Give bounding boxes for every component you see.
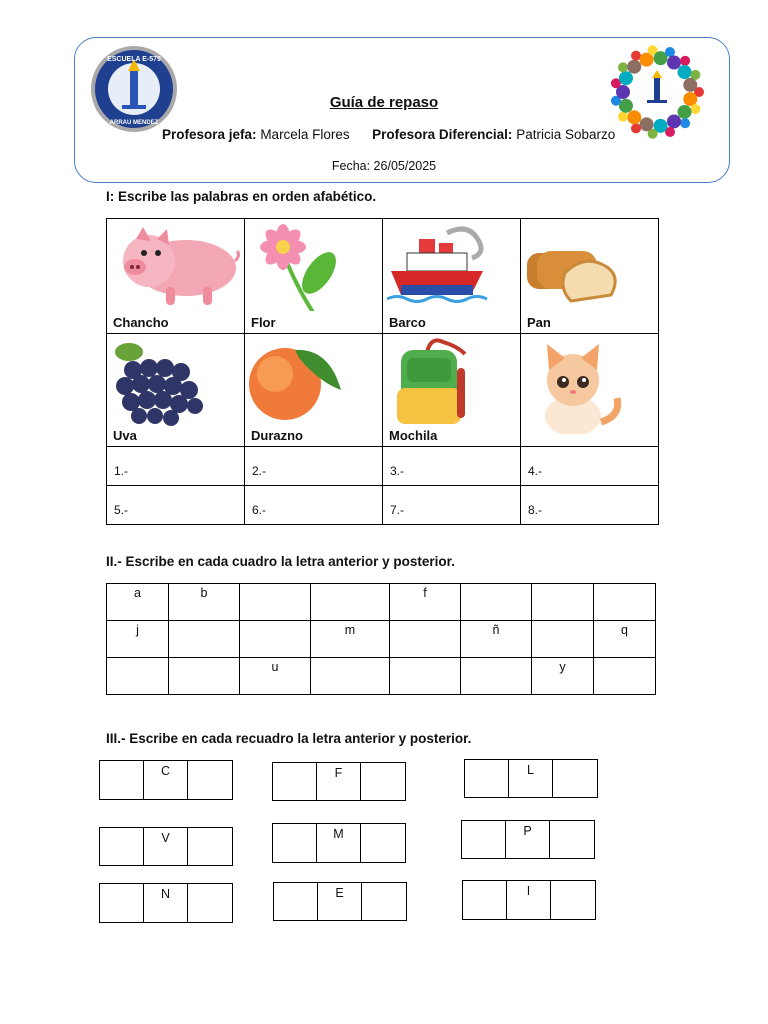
flower-icon	[249, 223, 379, 311]
colorful-circle-logo	[607, 40, 707, 144]
section1-table	[106, 218, 659, 525]
word-label: Uva	[113, 428, 137, 443]
after-letter-box[interactable]	[362, 883, 406, 920]
after-letter-box[interactable]	[188, 761, 232, 799]
answer-number: 3.-	[390, 464, 405, 478]
word-label: Barco	[389, 315, 426, 330]
page-title: Guía de repaso	[329, 94, 439, 111]
letter-cell[interactable]	[594, 584, 656, 621]
after-letter-box[interactable]	[551, 881, 595, 919]
answer-cell[interactable]	[521, 447, 659, 486]
given-letter: V	[144, 828, 188, 865]
letter-box-group	[99, 760, 233, 800]
before-letter-box[interactable]	[462, 821, 506, 858]
after-letter-box[interactable]	[550, 821, 594, 858]
picture-cell-flor	[245, 219, 383, 334]
answer-number: 7.-	[390, 503, 405, 517]
given-letter: P	[506, 821, 550, 858]
date-line: Fecha: 26/05/2025	[331, 159, 437, 173]
teachers-line	[162, 127, 615, 142]
section3-title: III.- Escribe en cada recuadro la letra anterior y posterior.	[106, 731, 472, 746]
word-label: Mochila	[389, 428, 438, 443]
answer-number: 8.-	[528, 503, 543, 517]
after-letter-box[interactable]	[361, 824, 405, 862]
letter-box-group	[464, 759, 598, 798]
letter-cell[interactable]: j	[107, 621, 169, 658]
answer-cell[interactable]	[383, 447, 521, 486]
letter-box-group	[272, 762, 406, 801]
letter-cell[interactable]: ñ	[461, 621, 532, 658]
answer-cell[interactable]	[383, 486, 521, 525]
after-letter-box[interactable]	[361, 763, 405, 800]
letter-cell[interactable]: f	[390, 584, 461, 621]
svg-text:ESCUELA E-579: ESCUELA E-579	[107, 56, 161, 63]
given-letter: C	[144, 761, 188, 799]
letter-cell[interactable]: u	[240, 658, 311, 695]
before-letter-box[interactable]	[465, 760, 509, 797]
letter-box-group	[462, 880, 596, 920]
answer-number: 5.-	[114, 503, 129, 517]
picture-cell-durazno	[245, 334, 383, 447]
letter-cell[interactable]	[390, 621, 461, 658]
letter-cell[interactable]: y	[532, 658, 594, 695]
picture-cell-gato	[521, 334, 659, 447]
answer-cell[interactable]	[245, 447, 383, 486]
section2-letter-table	[106, 583, 656, 695]
answer-number: 1.-	[114, 464, 129, 478]
letter-box-group	[273, 882, 407, 921]
letter-cell[interactable]	[390, 658, 461, 695]
letter-box-group	[99, 827, 233, 866]
picture-cell-chancho	[107, 219, 245, 334]
answer-number: 6.-	[252, 503, 267, 517]
letter-cell[interactable]	[240, 584, 311, 621]
letter-box-group	[99, 883, 233, 923]
given-letter: I	[507, 881, 551, 919]
letter-cell[interactable]	[311, 658, 390, 695]
bread-icon	[525, 223, 655, 311]
word-label: Durazno	[251, 428, 303, 443]
section1-title: I: Escribe las palabras en orden afabético.	[106, 189, 377, 204]
ship-icon	[387, 223, 517, 311]
picture-cell-uva	[107, 334, 245, 447]
answer-cell[interactable]	[107, 486, 245, 525]
teacher-name: Marcela Flores	[260, 127, 350, 142]
letter-cell[interactable]	[240, 621, 311, 658]
word-label: Flor	[251, 315, 276, 330]
letter-cell[interactable]	[532, 584, 594, 621]
diff-teacher-label: Profesora Diferencial:	[372, 127, 513, 142]
letter-cell[interactable]	[169, 658, 240, 695]
letter-cell[interactable]	[311, 584, 390, 621]
cat-icon	[525, 334, 655, 434]
answer-cell[interactable]	[245, 486, 383, 525]
answer-number: 4.-	[528, 464, 543, 478]
teacher-label: Profesora jefa:	[162, 127, 257, 142]
before-letter-box[interactable]	[463, 881, 507, 919]
before-letter-box[interactable]	[100, 884, 144, 922]
given-letter: N	[144, 884, 188, 922]
letter-cell[interactable]	[461, 584, 532, 621]
peach-icon	[249, 338, 379, 426]
answer-cell[interactable]	[521, 486, 659, 525]
picture-cell-mochila	[383, 334, 521, 447]
before-letter-box[interactable]	[100, 828, 144, 865]
before-letter-box[interactable]	[274, 883, 318, 920]
before-letter-box[interactable]	[273, 824, 317, 862]
pig-icon	[111, 223, 241, 311]
letter-cell[interactable]	[461, 658, 532, 695]
after-letter-box[interactable]	[188, 884, 232, 922]
letter-cell[interactable]: b	[169, 584, 240, 621]
letter-cell[interactable]: m	[311, 621, 390, 658]
picture-cell-barco	[383, 219, 521, 334]
letter-cell[interactable]	[107, 658, 169, 695]
before-letter-box[interactable]	[100, 761, 144, 799]
school-logo	[90, 45, 178, 133]
svg-text:ARRAU MENDEZ: ARRAU MENDEZ	[109, 120, 159, 126]
given-letter: M	[317, 824, 361, 862]
letter-cell[interactable]	[594, 658, 656, 695]
word-label: Pan	[527, 315, 551, 330]
picture-cell-pan	[521, 219, 659, 334]
section2-title: II.- Escribe en cada cuadro la letra anterior y posterior.	[106, 554, 455, 569]
letter-cell[interactable]	[169, 621, 240, 658]
given-letter: F	[317, 763, 361, 800]
answer-cell[interactable]	[107, 447, 245, 486]
letter-box-group	[272, 823, 406, 863]
letter-cell[interactable]: q	[594, 621, 656, 658]
backpack-icon	[387, 338, 517, 426]
after-letter-box[interactable]	[553, 760, 597, 797]
grapes-icon	[111, 338, 241, 426]
given-letter: E	[318, 883, 362, 920]
given-letter: L	[509, 760, 553, 797]
letter-cell[interactable]: a	[107, 584, 169, 621]
word-label: Chancho	[113, 315, 169, 330]
letter-cell[interactable]	[532, 621, 594, 658]
before-letter-box[interactable]	[273, 763, 317, 800]
after-letter-box[interactable]	[188, 828, 232, 865]
diff-teacher-name: Patricia Sobarzo	[516, 127, 616, 142]
answer-number: 2.-	[252, 464, 267, 478]
letter-box-group	[461, 820, 595, 859]
